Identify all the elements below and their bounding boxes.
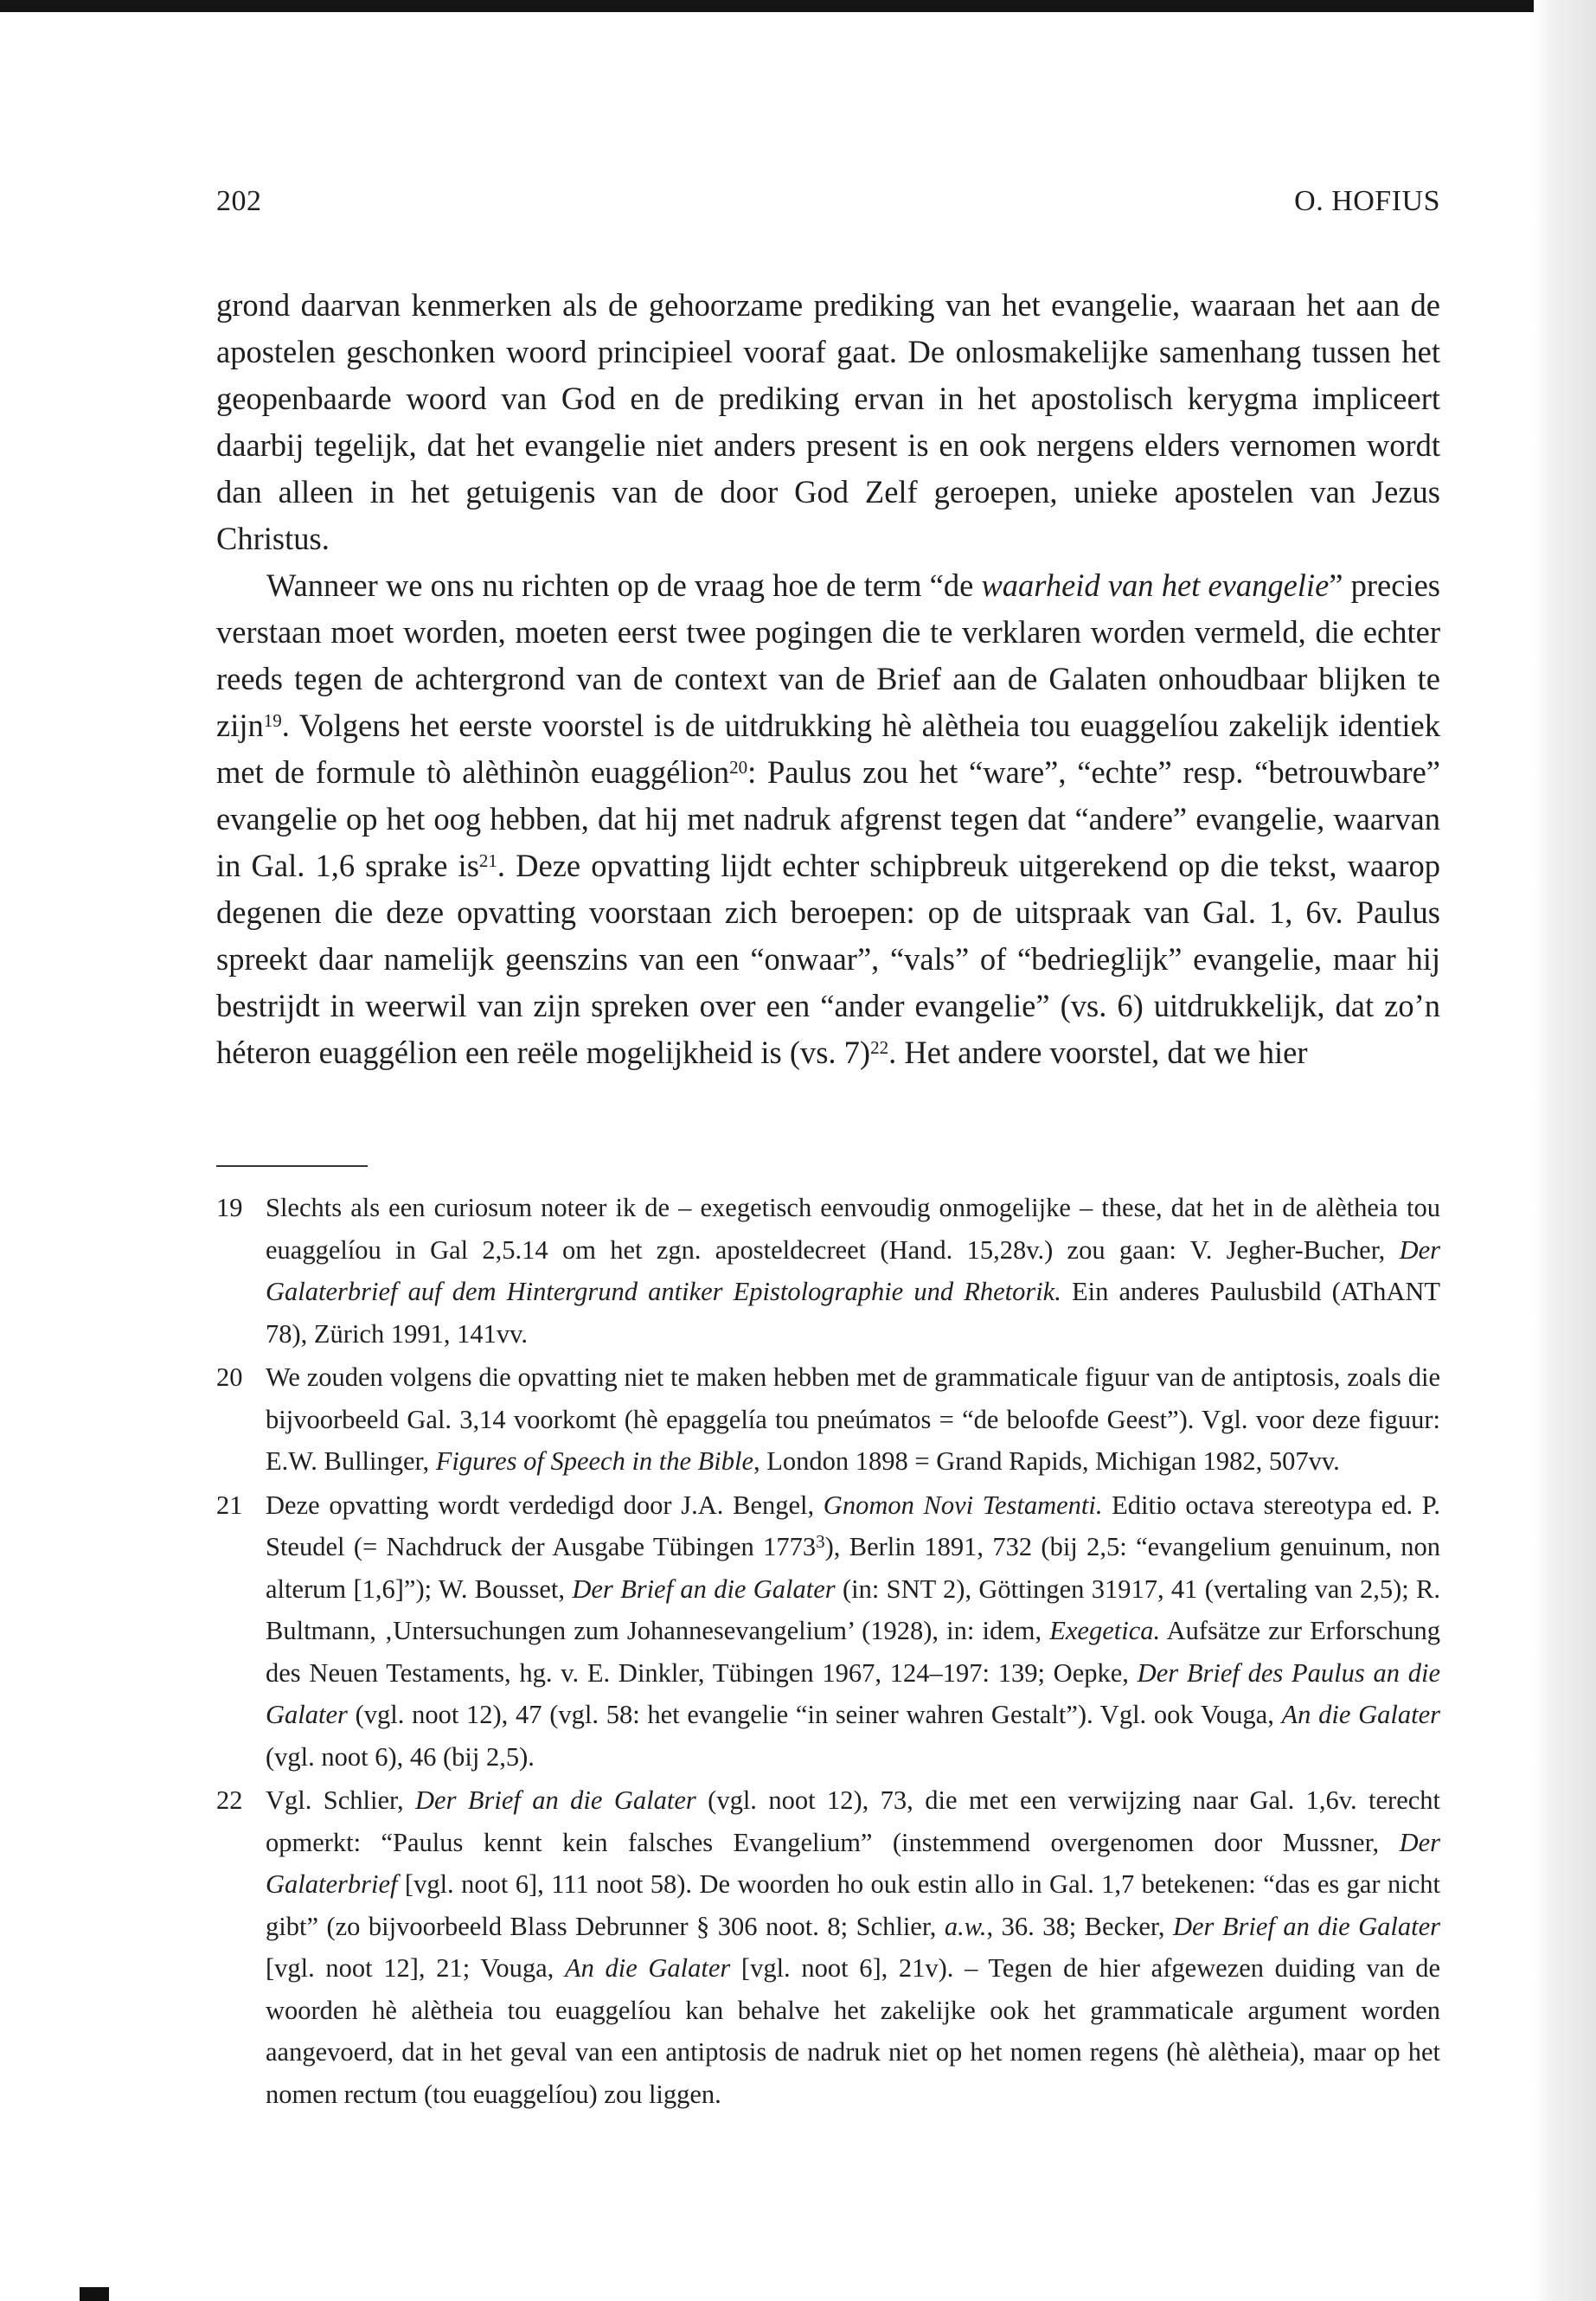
text-span: [vgl. noot 12], 21; Vouga, bbox=[266, 1953, 565, 1983]
paragraph-2 bbox=[216, 562, 1440, 1076]
running-head bbox=[216, 185, 1440, 228]
text-span: Vgl. Schlier, bbox=[266, 1785, 416, 1815]
abbreviation: a.w. bbox=[944, 1911, 987, 1941]
book-title: Exegetica. bbox=[1049, 1616, 1161, 1645]
text-span: (vgl. noot 12), 73, die met een verwijzing naar Gal. 1,6v. terecht opmerkt: “Paulus kennt kein falsches Evangelium” (instemmend overgenomen door Mussner, bbox=[266, 1785, 1441, 1857]
italic-term: waarheid van het evangelie bbox=[981, 567, 1330, 603]
footnote-21 bbox=[216, 1484, 1440, 1779]
text-span: Editio octava stereotypa ed. P. Steudel (= Nachdruck der Ausgabe Tübingen 1773 bbox=[266, 1490, 1440, 1561]
text-span: Slechts als een curiosum noteer ik de – exegetisch eenvoudig onmogelijke – these, dat het in de alètheia tou euaggelíou in Gal 2,5.14 om het zgn. aposteldecreet (Hand. 15,28v.) zou gaan: V. Jegher-Bucher, bbox=[266, 1193, 1440, 1265]
page-number: 202 bbox=[216, 185, 262, 217]
text-span: Aufsätze zur Erforschung des Neuen Testaments, hg. v. E. Dinkler, Tübingen 1967, 124–197: 139; Oepke, bbox=[266, 1616, 1440, 1688]
text-span: . Deze opvatting lijdt echter schipbreuk uitgerekend op die tekst, waarop degenen die deze opvatting voorstaan zich beroepen: op de uitspraak van Gal. 1, 6v. Paulus spreekt daar namelijk geenszins van een “onwaar”, “vals” of “bedrieglijk” evangelie, maar hij bestrijdt in weerwil van zijn spreken over een “ander evangelie” (vs. 6) uitdrukkelijk, dat zo’n héteron euaggélion een reële mogelijkheid is (vs. 7) bbox=[216, 848, 1440, 1070]
text-span: [vgl. noot 6], 21v). – Tegen de hier afgewezen duiding van de woorden hè alètheia tou euaggelíou kan behalve het zakelijke ook het grammaticale argument worden aangevoerd, dat in het geval van een antiptosis de nadruk niet op het nomen regens (hè alètheia), maar op het nomen rectum (tou euaggelíou) zou liggen. bbox=[266, 1953, 1440, 2109]
paragraph-1: grond daarvan kenmerken als de gehoorzame prediking van het evangelie, waaraan het aan de apostelen geschonken woord principieel vooraf gaat. De onlosmakelijke samenhang tussen het geopenbaarde woord van God en de prediking ervan in het apostolisch kerygma impliceert daarbij tegelijk, dat het evangelie niet anders present is en ook nergens elders vernomen wordt dan alleen in het getuigenis van de door God Zelf geroepen, unieke apostelen van Jezus Christus. bbox=[216, 287, 1440, 556]
text-span: . Volgens het eerste voorstel is de uitdrukking hè alètheia tou euaggelíou zakelijk identiek met de formule tò alèthinòn euaggélion bbox=[216, 708, 1440, 790]
book-title: Der Galaterbrief auf dem Hintergrund antiker Epistolographie und Rhetorik. bbox=[266, 1234, 1440, 1306]
book-title: Der Brief an die Galater bbox=[1172, 1911, 1440, 1941]
scan-corner-mark bbox=[80, 2287, 109, 2301]
footnote-22 bbox=[216, 1779, 1440, 2115]
book-title: Figures of Speech in the Bible bbox=[435, 1446, 754, 1476]
footnote-ref-22[interactable]: 22 bbox=[870, 1036, 889, 1058]
footnote-divider bbox=[216, 1165, 368, 1167]
text-span: Deze opvatting wordt verdedigd door J.A. Bengel, bbox=[266, 1490, 824, 1520]
footnote-number: 19 bbox=[216, 1193, 243, 1222]
footnote-20 bbox=[216, 1356, 1440, 1483]
text-span: (in: SNT 2), Göttingen 31917, 41 (vertaling van 2,5); R. Bultmann, ‚Untersuchungen zum Johannesevangelium’ (1928), in: idem, bbox=[266, 1574, 1441, 1645]
running-author: O. HOFIUS bbox=[1294, 185, 1440, 217]
text-span: ), Berlin 1891, 732 (bij 2,5: “evangelium genuinum, non alterum [1,6]”); W. Bousset, bbox=[266, 1532, 1440, 1604]
book-title: Gnomon Novi Testamenti. bbox=[823, 1490, 1103, 1520]
footnote-ref-21[interactable]: 21 bbox=[478, 849, 497, 871]
text-span: Wanneer we ons nu richten op de vraag hoe de term “de bbox=[266, 567, 982, 603]
footnote-number: 21 bbox=[216, 1490, 243, 1520]
book-title: Der Brief an die Galater bbox=[415, 1785, 696, 1815]
footnote-number: 22 bbox=[216, 1785, 243, 1815]
book-page bbox=[216, 0, 1440, 2301]
footnote-ref-20[interactable]: 20 bbox=[729, 756, 748, 778]
edition-superscript: 3 bbox=[816, 1530, 825, 1552]
text-span: [vgl. noot 6], 111 noot 58). De woorden ho ouk estin allo in Gal. 1,7 betekenen: “das es gar nicht gibt” (zo bijvoorbeeld Blass Debrunner § 306 noot. 8; Schlier, bbox=[266, 1869, 1440, 1941]
footnote-number: 20 bbox=[216, 1362, 243, 1392]
text-span: , 36. 38; Becker, bbox=[986, 1911, 1173, 1941]
book-title: Der Brief des Paulus an die Galater bbox=[266, 1657, 1441, 1729]
footnotes bbox=[216, 1187, 1440, 2117]
text-span: (vgl. noot 12), 47 (vgl. 58: het evangelie “in seiner wahren Gestalt”). Vgl. ook Vouga, bbox=[347, 1700, 1282, 1729]
book-title: Der Brief an die Galater bbox=[572, 1574, 836, 1604]
book-title: Der Galaterbrief bbox=[266, 1827, 1440, 1899]
main-text bbox=[216, 282, 1440, 1076]
text-span: ” precies verstaan moet worden, moeten eerst twee pogingen die te verklaren worden vermeld, die echter reeds tegen de achtergrond van de context van de Brief aan de Galaten onhoudbaar blijken te zijn bbox=[216, 567, 1440, 743]
text-span: (vgl. noot 6), 46 (bij 2,5). bbox=[266, 1741, 535, 1772]
book-title: An die Galater bbox=[1281, 1700, 1441, 1729]
text-span: : Paulus zou het “ware”, “echte” resp. “betrouwbare” evangelie op het oog hebben, dat hij met nadruk afgrenst tegen dat “andere” evangelie, waarvan in Gal. 1,6 sprake is bbox=[216, 754, 1440, 883]
footnote-ref-19[interactable]: 19 bbox=[263, 709, 282, 731]
text-span: Ein anderes Paulusbild (AThANT 78), Zürich 1991, 141vv. bbox=[266, 1277, 1441, 1349]
text-span: . Het andere voorstel, dat we hier bbox=[888, 1035, 1308, 1070]
book-title: An die Galater bbox=[564, 1953, 731, 1983]
footnote-19 bbox=[216, 1187, 1440, 1355]
scan-right-edge bbox=[1534, 0, 1596, 2301]
text-span: We zouden volgens die opvatting niet te maken hebben met de grammaticale figuur van de antiptosis, zoals die bijvoorbeeld Gal. 3,14 voorkomt (hè epaggelía tou pneúmatos = “de beloofde Geest”). Vgl. voor deze figuur: E.W. Bullinger, bbox=[266, 1362, 1440, 1476]
text-span: , London 1898 = Grand Rapids, Michigan 1982, 507vv. bbox=[753, 1446, 1340, 1476]
